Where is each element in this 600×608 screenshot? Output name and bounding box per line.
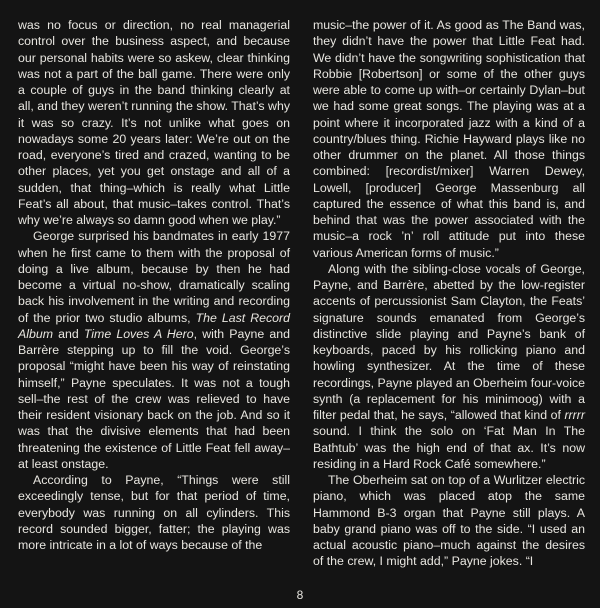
left-text-column <box>18 17 290 553</box>
paragraph-text: George surprised his bandmates in early 1977 when he first came to them with the proposal of doing a live album, because by then he had become a virtual no-show, dramatically scaling back his involvement in the writing and recording of the prior two studio albums, <box>18 229 290 325</box>
italic-title: Time Loves A Hero <box>83 326 194 341</box>
paragraph <box>313 472 585 570</box>
paragraph-text: The Oberheim sat on top of a Wurlitzer electric piano, which was placed atop the same Hammond B-3 organ that Payne still plays. A baby grand piano was off to the side. “I used an actual acoustic piano–much against the desires of the crew, I might add,” Payne jokes. “I <box>313 473 585 569</box>
paragraph-text: and <box>53 326 84 341</box>
italic-title: The Last Record Album <box>18 310 290 341</box>
italic-title: rrrrr <box>564 408 585 422</box>
paragraph-text: According to Payne, “Things were still exceedingly tense, but for that period of time, everybody was running on all cylinders. This record sounded bigger, fatter; the playing was more intricate in a lot of ways because of the <box>18 473 290 552</box>
paragraph <box>18 17 290 228</box>
right-text-column <box>313 17 585 570</box>
paragraph-text: , with Payne and Barrère stepping up to fill the void. George’s proposal “might have been his way of reinstating himself,” Payne speculates. It was not a tough sell–the rest of the crew was relieved to have their resident visionary back on the job. And so it was that the divisive elements that had been threatening the existence of Little Feat fell away–at least onstage. <box>18 326 291 471</box>
paragraph <box>18 472 290 553</box>
paragraph-text: music–the power of it. As good as The Band was, they didn’t have the power that Little Feat had. We didn’t have the songwriting sophistication that Robbie [Robertson] or some of the other guys were able to come up with–or certainly Dylan–but we had some great songs. The playing was at a point where it incorporated jazz with a kind of a country/blues thing. Richie Hayward plays like no other drummer on the planet. All those things combined: [recordist/mixer] Warren Dewey, Lowell, [producer] George Massenburg all captured the essence of what this band is, and behind that was the power associated with the music–a rock ’n’ roll attitude put into these various American forms of music.” <box>313 18 585 260</box>
paragraph <box>313 261 585 472</box>
page-number: 8 <box>296 588 304 602</box>
paragraph-text: sound. I think the solo on ‘Fat Man In The Bathtub’ was the high end of that ax. It’s now residing in a Hard Rock Café somewhere.” <box>313 424 585 471</box>
paragraph-text: was no focus or direction, no real managerial control over the business aspect, and because our personal habits were so askew, clear thinking was not a part of the ball game. There were only a couple of guys in the band thinking clearly at all, and they weren’t running the show. That’s why it was so crazy. It’s not unlike what goes on nowadays some 20 years later: We’re out on the road, everyone’s tired and crazed, wanting to be other places, yet you get onstage and all of a sudden, that thing–which is really what Little Feat’s all about, that music–takes control. That’s why we’re always so damn good when we play.” <box>18 18 290 227</box>
paragraph-text: Along with the sibling-close vocals of George, Payne, and Barrère, abetted by the low-register accents of percussionist Sam Clayton, the Feats’ signature sounds emanated from George’s distinctive slide playing and Payne’s bank of keyboards, paced by his rollicking piano and howling synthesizer. At the time of these recordings, Payne played an Oberheim four-voice synth (a replacement for his minimoog) with a filter pedal that, he says, “allowed that kind of <box>313 261 585 422</box>
paragraph <box>18 228 290 472</box>
paragraph <box>313 17 585 261</box>
